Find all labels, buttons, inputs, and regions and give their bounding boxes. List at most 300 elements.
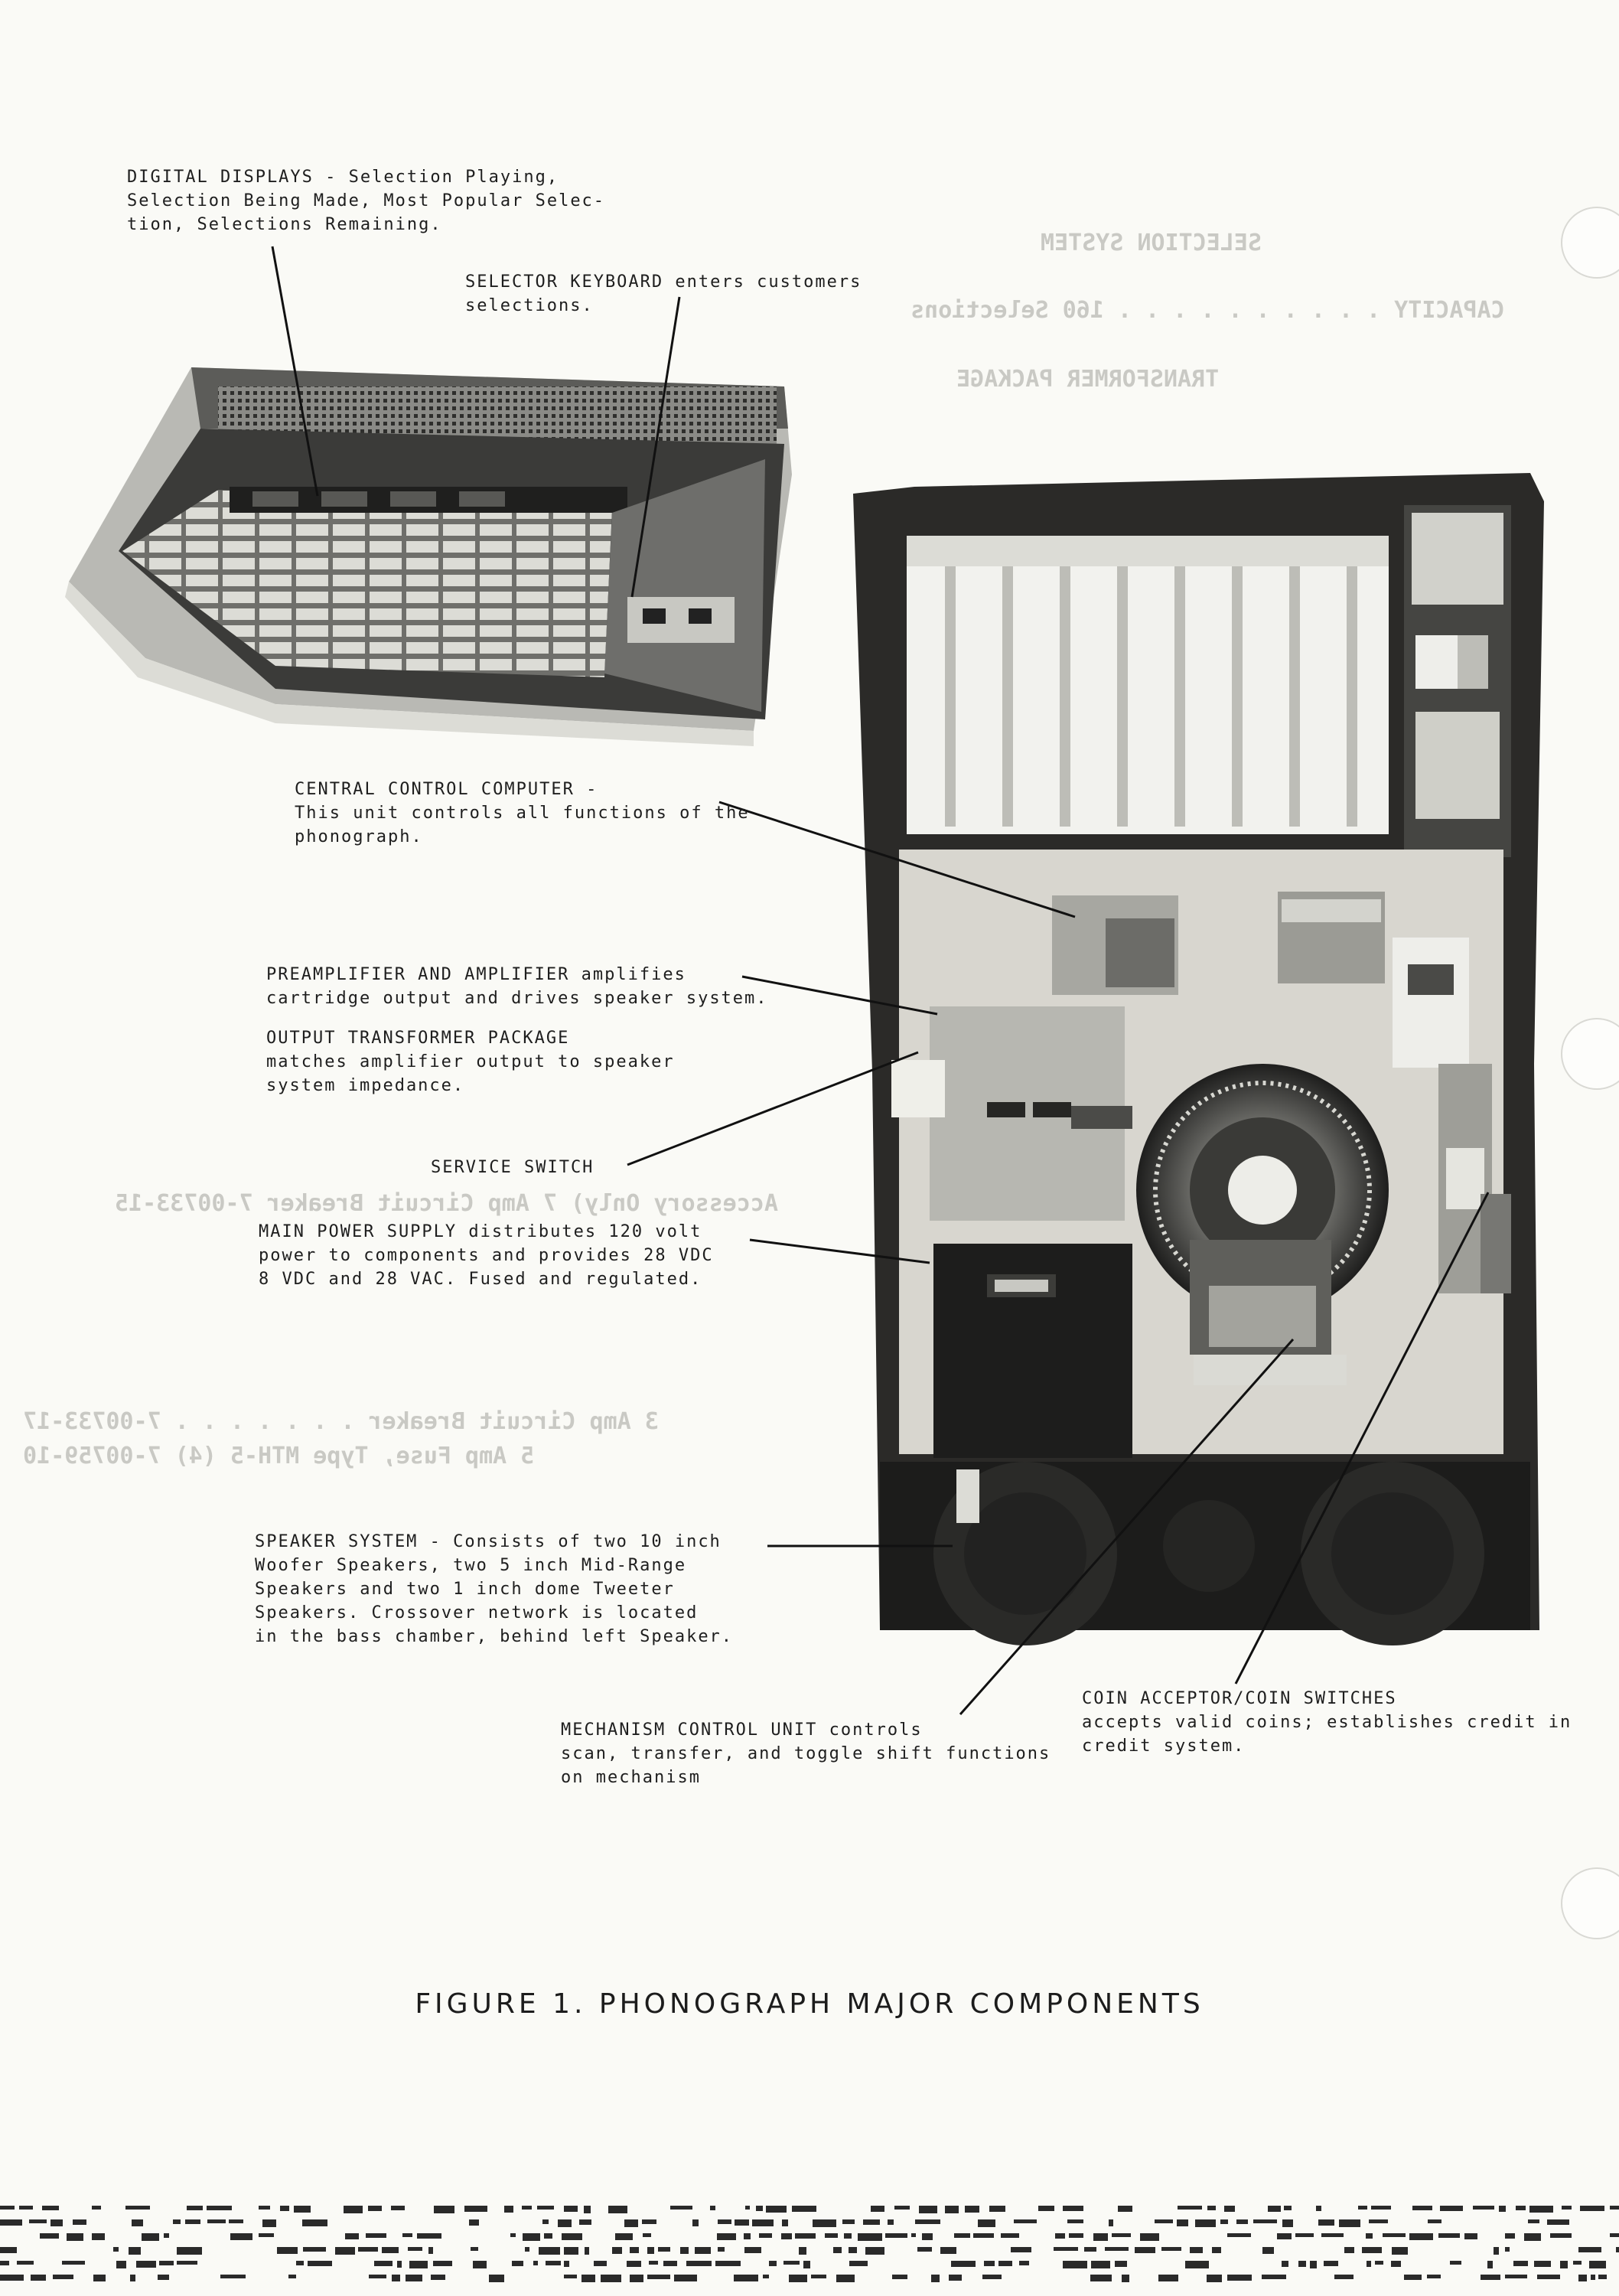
- noise-dash: [1038, 2206, 1054, 2211]
- noise-dash: [894, 2206, 910, 2210]
- noise-dash: [345, 2233, 359, 2239]
- callout-title: SELECTOR KEYBOARD enters customers: [465, 272, 862, 292]
- noise-dash: [1109, 2219, 1113, 2226]
- noise-dash: [863, 2219, 880, 2225]
- noise-dash: [1284, 2206, 1292, 2210]
- noise-dash: [951, 2261, 976, 2267]
- callout-title: CENTRAL CONTROL COMPUTER -: [295, 780, 598, 799]
- noise-dash: [1084, 2247, 1096, 2252]
- callout-coin-acceptor: [1082, 1687, 1572, 1758]
- noise-dash: [1115, 2261, 1127, 2267]
- noise-dash: [1366, 2233, 1373, 2239]
- noise-dash: [627, 2261, 641, 2267]
- noise-dash: [695, 2247, 711, 2254]
- noise-dash: [745, 2206, 750, 2210]
- noise-dash: [842, 2219, 855, 2224]
- noise-dash: [130, 2275, 135, 2281]
- noise-dash: [888, 2219, 894, 2225]
- bleed-through-text: 5 Amp Fuse, Type MTH-5 (4) 7-00759-10: [23, 1443, 535, 1469]
- noise-dash: [734, 2275, 758, 2281]
- bleed-through-text: SELECTION SYSTEM: [1041, 230, 1262, 256]
- noise-dash: [408, 2247, 422, 2251]
- noise-dash: [1001, 2233, 1019, 2238]
- noise-dash: [803, 2261, 810, 2268]
- noise-dash: [1578, 2247, 1601, 2252]
- noise-dash: [769, 2261, 777, 2266]
- noise-dash: [67, 2233, 83, 2241]
- noise-dash: [220, 2275, 246, 2278]
- noise-dash: [344, 2206, 363, 2213]
- bleed-through-text: Accessory Only) 7 Amp Circuit Breaker 7-00733-15: [115, 1190, 778, 1217]
- noise-dash: [504, 2206, 513, 2213]
- noise-dash: [564, 2247, 578, 2255]
- noise-dash: [42, 2206, 59, 2210]
- noise-dash: [537, 2206, 554, 2210]
- callout-central-control: [295, 778, 750, 849]
- noise-dash: [1409, 2233, 1433, 2240]
- noise-dash: [302, 2219, 327, 2226]
- noise-dash: [1505, 2247, 1510, 2252]
- noise-dash: [29, 2219, 47, 2223]
- noise-dash: [1253, 2219, 1277, 2223]
- noise-dash: [1282, 2261, 1288, 2267]
- callout-digital-displays: [127, 165, 605, 236]
- figure-caption: FIGURE 1. PHONOGRAPH MAJOR COMPONENTS: [415, 1988, 1204, 2020]
- noise-dash: [525, 2247, 529, 2252]
- noise-dash: [1063, 2206, 1083, 2211]
- noise-dash: [262, 2219, 276, 2227]
- noise-dash: [1573, 2261, 1582, 2265]
- noise-dash: [1091, 2261, 1110, 2268]
- noise-dash: [1190, 2247, 1203, 2253]
- noise-dash: [1227, 2233, 1251, 2237]
- noise-dash: [1195, 2219, 1216, 2227]
- noise-dash: [368, 2206, 382, 2211]
- noise-dash: [849, 2247, 857, 2253]
- noise-dash: [308, 2261, 332, 2266]
- noise-dash: [782, 2219, 788, 2226]
- noise-dash: [259, 2233, 274, 2237]
- noise-dash: [1067, 2219, 1083, 2223]
- callout-title: MAIN POWER SUPPLY distributes 120 volt: [259, 1222, 702, 1241]
- noise-dash: [1334, 2275, 1354, 2279]
- noise-dash: [1487, 2261, 1493, 2268]
- noise-dash: [1404, 2275, 1422, 2280]
- noise-dash: [434, 2206, 454, 2213]
- noise-dash: [1207, 2206, 1216, 2210]
- noise-dash: [564, 2275, 577, 2278]
- noise-dash: [1375, 2261, 1383, 2265]
- noise-dash: [1207, 2275, 1222, 2282]
- noise-dash: [40, 2233, 59, 2239]
- noise-dash: [522, 2206, 532, 2210]
- noise-dash: [92, 2206, 101, 2210]
- noise-dash: [1529, 2206, 1553, 2213]
- noise-dash: [752, 2219, 774, 2226]
- noise-dash: [177, 2261, 197, 2265]
- noise-dash: [1537, 2275, 1560, 2279]
- noise-dash: [0, 2275, 24, 2281]
- noise-dash: [1412, 2206, 1432, 2210]
- noise-dash: [1528, 2219, 1539, 2223]
- callout-title: SPEAKER SYSTEM - Consists of two 10 inch: [255, 1532, 722, 1551]
- noise-dash: [489, 2275, 504, 2282]
- noise-dash: [469, 2219, 479, 2226]
- noise-dash: [1014, 2219, 1037, 2223]
- noise-dash: [1212, 2247, 1221, 2253]
- noise-dash: [417, 2233, 441, 2239]
- noise-dash: [811, 2275, 826, 2278]
- noise-dash: [692, 2219, 699, 2226]
- noise-dash: [965, 2206, 979, 2213]
- noise-dash: [431, 2275, 445, 2280]
- noise-dash: [136, 2261, 156, 2268]
- callout-mechanism-control: [561, 1718, 1051, 1789]
- noise-dash: [1318, 2219, 1334, 2226]
- noise-dash: [1550, 2233, 1572, 2238]
- noise-dash: [1277, 2233, 1292, 2239]
- noise-dash: [885, 2233, 907, 2238]
- noise-dash: [1177, 2219, 1188, 2226]
- noise-dash: [792, 2206, 816, 2212]
- noise-dash: [1019, 2261, 1029, 2265]
- noise-dash: [113, 2247, 119, 2252]
- noise-dash: [428, 2247, 433, 2254]
- noise-dash: [1298, 2261, 1306, 2267]
- noise-dash: [984, 2261, 995, 2266]
- noise-dash: [1158, 2275, 1178, 2281]
- noise-dash: [1140, 2233, 1159, 2241]
- noise-dash: [915, 2219, 940, 2224]
- noise-dash: [680, 2247, 689, 2254]
- noise-dash: [129, 2247, 141, 2255]
- noise-dash: [1295, 2233, 1314, 2237]
- callout-body: cartridge output and drives speaker system.: [266, 989, 768, 1008]
- noise-dash: [406, 2275, 422, 2281]
- noise-dash: [50, 2219, 63, 2226]
- noise-dash: [1105, 2247, 1129, 2251]
- noise-dash: [173, 2219, 181, 2224]
- noise-dash: [335, 2247, 355, 2255]
- callout-title: SERVICE SWITCH: [431, 1158, 595, 1177]
- noise-dash: [1481, 2275, 1500, 2280]
- noise-dash: [1310, 2261, 1317, 2268]
- noise-dash: [132, 2219, 143, 2226]
- noise-dash: [584, 2206, 591, 2213]
- noise-dash: [1392, 2247, 1408, 2255]
- noise-dash: [833, 2247, 842, 2253]
- noise-dash: [1178, 2206, 1202, 2210]
- callout-body: selections.: [465, 296, 594, 315]
- noise-dash: [658, 2247, 670, 2252]
- callout-body: accepts valid coins; establishes credit in credit system.: [1082, 1713, 1572, 1756]
- noise-dash: [1112, 2233, 1131, 2237]
- callout-selector-keyboard: [465, 270, 862, 318]
- noise-dash: [989, 2206, 1005, 2212]
- noise-dash: [647, 2247, 654, 2254]
- noise-dash: [756, 2206, 763, 2211]
- noise-dash: [473, 2261, 487, 2268]
- noise-dash: [1161, 2247, 1181, 2251]
- noise-dash: [31, 2275, 46, 2281]
- noise-dash: [978, 2219, 995, 2227]
- noise-dash: [1610, 2206, 1619, 2210]
- noise-dash: [1155, 2219, 1173, 2223]
- noise-dash: [471, 2247, 478, 2251]
- noise-dash: [1324, 2261, 1338, 2266]
- noise-dash: [911, 2233, 916, 2237]
- noise-dash: [954, 2233, 970, 2238]
- noise-dash: [1505, 2275, 1527, 2278]
- noise-dash: [871, 2206, 884, 2212]
- noise-dash: [1580, 2206, 1604, 2211]
- noise-dash: [982, 2275, 1002, 2279]
- noise-dash: [922, 2233, 933, 2240]
- noise-dash: [53, 2275, 73, 2279]
- noise-dash: [1362, 2247, 1382, 2253]
- noise-dash: [585, 2247, 589, 2255]
- noise-dash: [1524, 2233, 1541, 2241]
- noise-dash: [1450, 2261, 1461, 2265]
- noise-dash: [392, 2275, 400, 2281]
- noise-dash: [1268, 2206, 1281, 2212]
- noise-dash: [1069, 2233, 1083, 2238]
- noise-dash: [277, 2247, 298, 2254]
- noise-dash: [185, 2219, 200, 2224]
- callout-title: PREAMPLIFIER AND AMPLIFIER amplifies: [266, 965, 686, 984]
- noise-dash: [125, 2206, 150, 2210]
- noise-dash: [735, 2219, 749, 2226]
- noise-dash: [92, 2233, 105, 2240]
- noise-dash: [717, 2233, 736, 2240]
- callout-body: This unit controls all functions of the phonograph.: [295, 804, 750, 846]
- noise-dash: [0, 2206, 15, 2210]
- noise-dash: [594, 2261, 607, 2266]
- noise-dash: [1440, 2206, 1463, 2211]
- noise-dash: [844, 2233, 852, 2239]
- noise-dash: [1224, 2206, 1235, 2212]
- noise-dash: [1262, 2275, 1286, 2279]
- noise-dash: [1316, 2206, 1321, 2211]
- noise-dash: [649, 2261, 658, 2265]
- noise-dash: [612, 2247, 622, 2254]
- noise-dash: [642, 2219, 656, 2224]
- noise-dash: [615, 2233, 633, 2240]
- noise-dash: [177, 2247, 202, 2255]
- noise-dash: [1560, 2261, 1568, 2268]
- noise-dash: [158, 2275, 169, 2280]
- noise-dash: [533, 2261, 538, 2265]
- noise-dash: [464, 2206, 487, 2212]
- callout-body: Selection Being Made, Most Popular Selec- tion, Selections Remaining.: [127, 191, 606, 234]
- noise-dash: [294, 2206, 311, 2213]
- noise-dash: [0, 2219, 22, 2226]
- noise-dash: [581, 2275, 595, 2282]
- noise-dash: [715, 2261, 741, 2266]
- noise-dash: [892, 2275, 907, 2279]
- noise-dash: [1438, 2233, 1460, 2238]
- noise-dash: [0, 2261, 9, 2265]
- noise-dash: [409, 2261, 428, 2268]
- noise-dash: [303, 2247, 326, 2252]
- noise-dash: [647, 2275, 670, 2279]
- noise-dash: [1513, 2261, 1528, 2266]
- noise-dash: [259, 2206, 270, 2210]
- noise-dash: [1616, 2247, 1619, 2252]
- noise-dash: [1562, 2206, 1572, 2210]
- callout-preamplifier: [266, 963, 768, 1010]
- noise-dash: [296, 2261, 304, 2265]
- noise-dash: [1358, 2206, 1367, 2210]
- noise-dash: [1135, 2247, 1155, 2253]
- scan-noise-strip: [0, 2197, 1619, 2296]
- noise-dash: [630, 2275, 643, 2282]
- noise-dash: [686, 2261, 712, 2266]
- noise-dash: [1054, 2247, 1078, 2251]
- noise-dash: [783, 2261, 800, 2265]
- noise-dash: [0, 2247, 17, 2253]
- noise-dash: [512, 2261, 523, 2266]
- noise-dash: [539, 2247, 560, 2255]
- callout-title: COIN ACCEPTOR/COIN SWITCHES: [1082, 1689, 1397, 1708]
- callout-service-switch: [431, 1156, 594, 1179]
- noise-dash: [1011, 2247, 1031, 2252]
- noise-dash: [207, 2219, 226, 2223]
- noise-dash: [207, 2206, 232, 2210]
- noise-dash: [763, 2275, 769, 2278]
- noise-dash: [1534, 2261, 1551, 2267]
- noise-dash: [858, 2233, 882, 2241]
- noise-dash: [93, 2275, 106, 2281]
- noise-dash: [836, 2275, 855, 2282]
- noise-dash: [718, 2247, 725, 2252]
- noise-dash: [1321, 2233, 1344, 2237]
- noise-dash: [562, 2233, 582, 2240]
- noise-dash: [17, 2261, 34, 2265]
- noise-dash: [781, 2233, 792, 2239]
- noise-dash: [1589, 2261, 1606, 2268]
- noise-dash: [288, 2275, 296, 2278]
- callout-body: matches amplifier output to speaker system impedance.: [266, 1052, 675, 1095]
- noise-dash: [1093, 2233, 1108, 2241]
- noise-dash: [391, 2206, 405, 2210]
- noise-dash: [1494, 2247, 1499, 2255]
- noise-dash: [917, 2247, 932, 2252]
- noise-dash: [1427, 2275, 1441, 2278]
- noise-dash: [949, 2275, 962, 2281]
- callout-title: OUTPUT TRANSFORMER PACKAGE: [266, 1029, 570, 1048]
- noise-dash: [1499, 2206, 1506, 2212]
- noise-dash: [229, 2219, 243, 2223]
- noise-dash: [1339, 2219, 1360, 2227]
- noise-dash: [674, 2275, 697, 2281]
- noise-dash: [710, 2206, 715, 2210]
- noise-dash: [542, 2219, 549, 2224]
- noise-dash: [1371, 2206, 1391, 2210]
- noise-dash: [1591, 2275, 1595, 2280]
- bleed-through-text: 3 Amp Circuit Breaker . . . . . . . 7-00733-17: [23, 1408, 659, 1435]
- noise-dash: [19, 2206, 33, 2210]
- noise-dash: [187, 2206, 203, 2210]
- noise-dash: [813, 2219, 836, 2227]
- noise-dash: [1090, 2275, 1112, 2281]
- noise-dash: [1464, 2233, 1477, 2239]
- noise-dash: [1516, 2206, 1526, 2210]
- noise-dash: [1367, 2261, 1371, 2267]
- selector-console-photo: [65, 367, 792, 746]
- noise-dash: [280, 2206, 289, 2211]
- noise-dash: [759, 2233, 772, 2238]
- noise-dash: [663, 2261, 677, 2266]
- noise-dash: [795, 2233, 816, 2239]
- noise-dash: [564, 2206, 578, 2212]
- noise-dash: [931, 2275, 940, 2282]
- noise-dash: [601, 2275, 621, 2282]
- noise-dash: [546, 2261, 561, 2265]
- noise-dash: [1391, 2261, 1401, 2267]
- noise-dash: [945, 2206, 959, 2213]
- noise-dash: [564, 2261, 569, 2267]
- noise-dash: [402, 2233, 412, 2237]
- noise-dash: [1185, 2261, 1209, 2268]
- noise-dash: [766, 2206, 787, 2213]
- noise-dash: [670, 2206, 692, 2210]
- noise-dash: [382, 2247, 399, 2253]
- jukebox-cabinet-photo: [853, 473, 1544, 1645]
- noise-dash: [1547, 2219, 1569, 2225]
- noise-dash: [1118, 2206, 1132, 2212]
- noise-dash: [744, 2247, 761, 2253]
- noise-dash: [643, 2233, 651, 2237]
- noise-dash: [1344, 2247, 1354, 2253]
- bleed-through-text: TRANSFORMER PACKAGE: [956, 366, 1220, 393]
- noise-dash: [374, 2261, 393, 2266]
- noise-dash: [1369, 2219, 1388, 2223]
- noise-dash: [579, 2219, 591, 2225]
- noise-dash: [624, 2219, 638, 2227]
- noise-dash: [358, 2247, 378, 2252]
- noise-dash: [1610, 2233, 1619, 2237]
- noise-dash: [630, 2247, 639, 2253]
- noise-dash: [973, 2233, 994, 2238]
- noise-dash: [62, 2261, 85, 2265]
- noise-dash: [397, 2261, 402, 2268]
- noise-dash: [1227, 2275, 1252, 2281]
- callout-body: Woofer Speakers, two 5 inch Mid-Range Speakers and two 1 inch dome Tweeter Speakers. Crossover network is located in the bass chamber, behind left Speaker.: [255, 1556, 734, 1646]
- noise-dash: [1063, 2261, 1087, 2268]
- noise-dash: [789, 2275, 807, 2282]
- noise-dash: [1598, 2275, 1607, 2279]
- callout-title: MECHANISM CONTROL UNIT controls: [561, 1720, 923, 1740]
- noise-dash: [433, 2261, 452, 2266]
- noise-dash: [608, 2206, 627, 2213]
- noise-dash: [825, 2233, 838, 2238]
- callout-body: scan, transfer, and toggle shift functions on mechanism: [561, 1744, 1051, 1787]
- noise-dash: [1473, 2206, 1494, 2210]
- callout-main-power: [259, 1220, 714, 1291]
- noise-dash: [865, 2247, 884, 2255]
- noise-dash: [159, 2261, 174, 2265]
- noise-dash: [1262, 2247, 1274, 2254]
- callout-body: power to components and provides 28 VDC 8 VDC and 28 VAC. Fused and regulated.: [259, 1246, 714, 1289]
- noise-dash: [366, 2233, 386, 2238]
- noise-dash: [510, 2233, 516, 2237]
- callout-speaker-system: [255, 1530, 733, 1649]
- noise-dash: [1055, 2233, 1065, 2239]
- noise-dash: [116, 2261, 126, 2268]
- noise-dash: [1578, 2275, 1587, 2281]
- noise-dash: [718, 2219, 731, 2224]
